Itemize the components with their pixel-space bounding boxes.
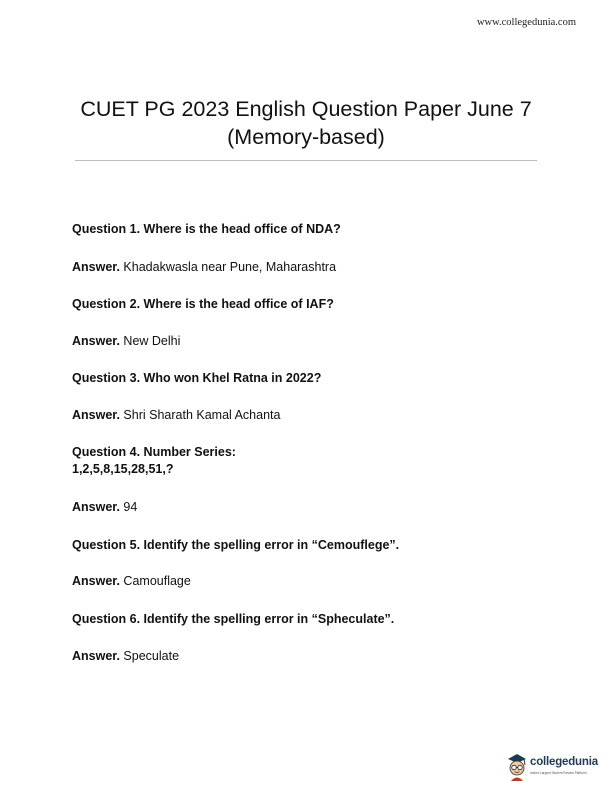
- answer-label: Answer.: [72, 334, 120, 348]
- answer-text: Camouflage: [123, 574, 191, 588]
- answer-label: Answer.: [72, 649, 120, 663]
- question-4-series: 1,2,5,8,15,28,51,?: [72, 462, 174, 476]
- answer-label: Answer.: [72, 260, 120, 274]
- answer-1: [72, 259, 572, 276]
- question-6: Question 6. Identify the spelling error in “Spheculate”.: [72, 612, 395, 626]
- page-title: [40, 95, 572, 151]
- question-5: Question 5. Identify the spelling error in “Cemouflege”.: [72, 538, 400, 552]
- title-line-2: (Memory-based): [227, 125, 385, 149]
- student-mascot-icon: [506, 752, 528, 782]
- question-4: [72, 444, 572, 478]
- answer-4: [72, 499, 572, 516]
- question-1: Question 1. Where is the head office of NDA?: [72, 222, 341, 236]
- answer-label: Answer.: [72, 574, 120, 588]
- site-url: www.collegedunia.com: [476, 17, 576, 28]
- collegedunia-logo: [506, 752, 606, 786]
- answer-6: [72, 648, 572, 665]
- question-4-line-1: Question 4. Number Series:: [72, 445, 236, 459]
- answer-text: Shri Sharath Kamal Achanta: [123, 408, 281, 422]
- question-2: Question 2. Where is the head office of IAF?: [72, 297, 334, 311]
- answer-label: Answer.: [72, 408, 120, 422]
- answer-5: [72, 573, 572, 590]
- logo-tagline: India's Largest Student Review Platform: [530, 771, 587, 775]
- answer-text: Khadakwasla near Pune, Maharashtra: [123, 260, 337, 274]
- title-divider: [75, 160, 537, 161]
- logo-wordmark: collegedunia: [530, 756, 598, 768]
- answer-label: Answer.: [72, 500, 120, 514]
- question-3: Question 3. Who won Khel Ratna in 2022?: [72, 371, 322, 385]
- answer-2: [72, 333, 572, 350]
- answer-3: [72, 407, 572, 424]
- answer-text: New Delhi: [123, 334, 181, 348]
- answer-text: 94: [123, 500, 138, 514]
- title-line-1: CUET PG 2023 English Question Paper June 7: [80, 97, 532, 121]
- answer-text: Speculate: [123, 649, 180, 663]
